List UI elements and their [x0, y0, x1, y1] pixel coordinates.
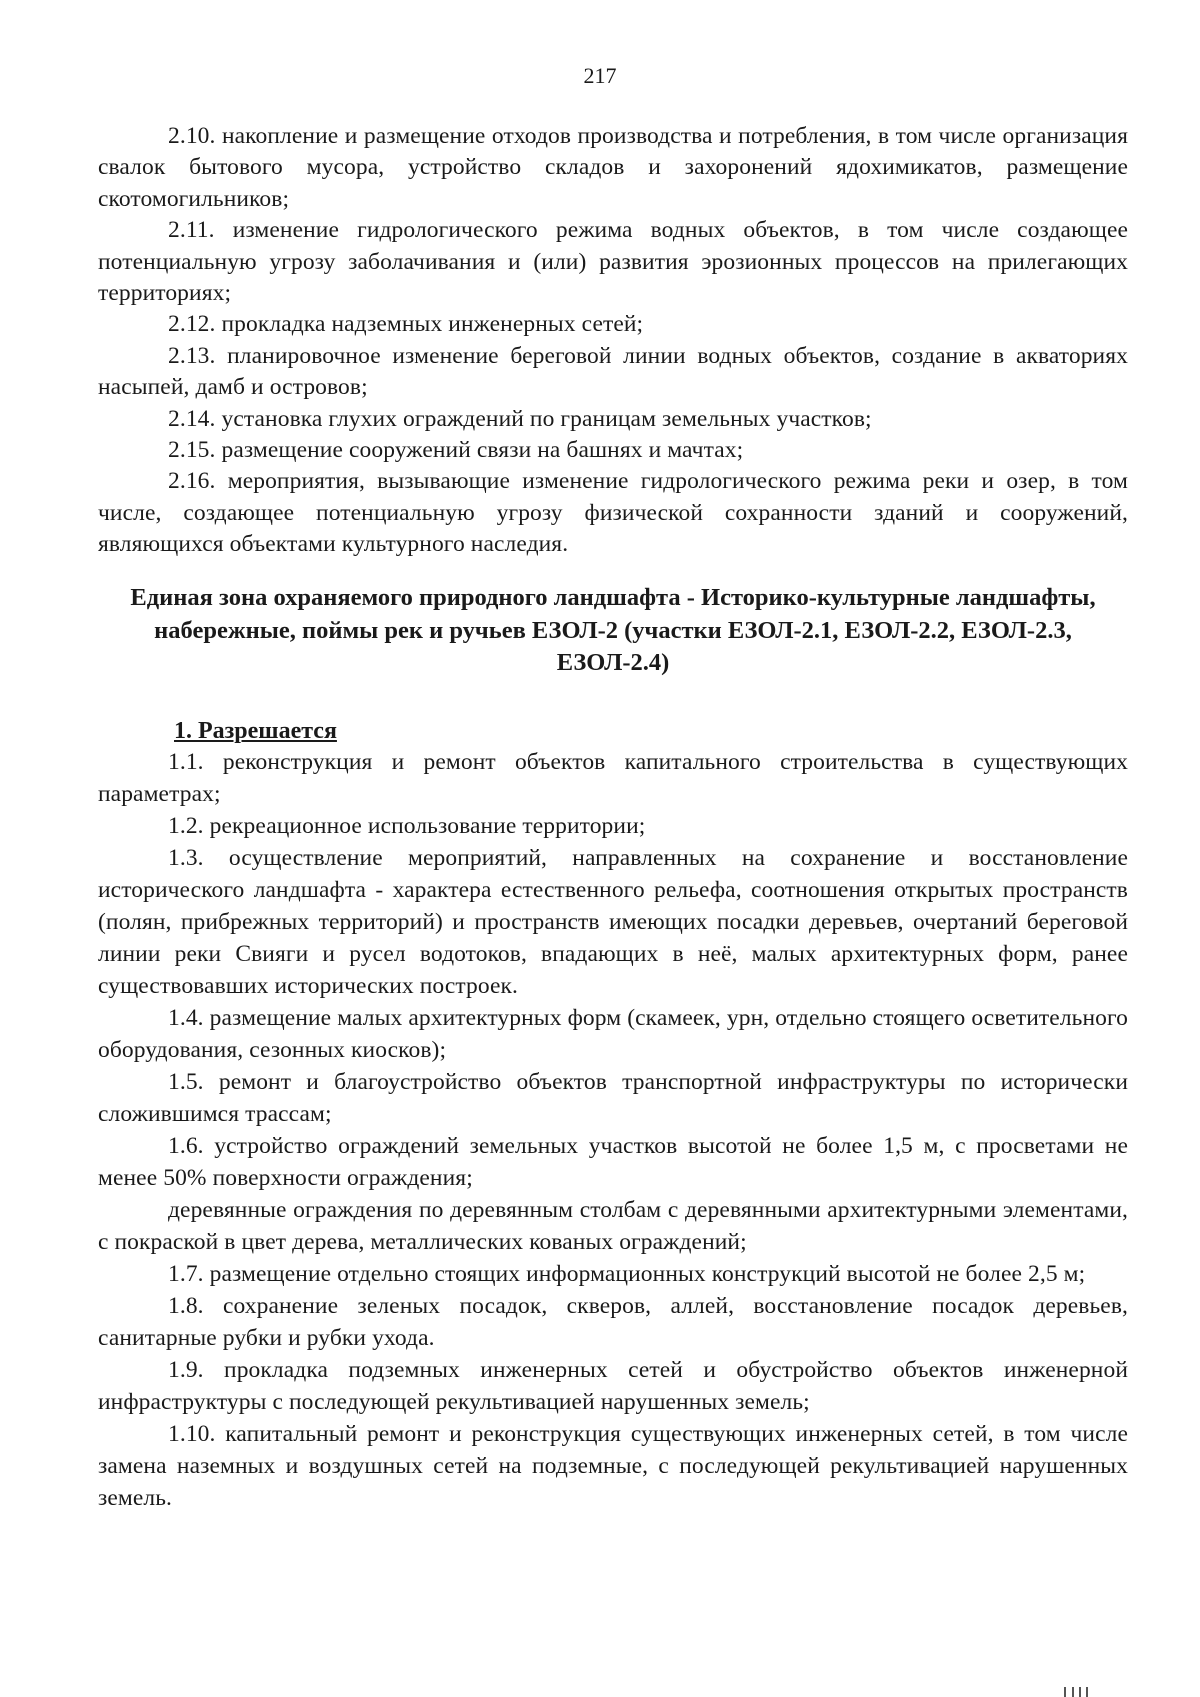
paragraph-2-14: 2.14. установка глухих ограждений по границам земельных участков; — [168, 405, 872, 432]
paragraph-2-16: 2.16. мероприятия, вызывающие изменение гидрологического режима реки и озер, в том числе, создающее потенциальную угрозу физической сохранности зданий и сооружений, являющихся объектами культурного наследия. — [98, 468, 1128, 558]
prohibitions-continued-section — [98, 121, 1128, 561]
zone-section — [98, 582, 1128, 1514]
paragraph-1-3: 1.3. осуществление мероприятий, направленных на сохранение и восстановление исторического ландшафта - характера естественного рельефа, соотношения открытых пространств (полян, прибрежных территорий) и пространств имеющих посадки деревьев, очертаний береговой линии реки Свияги и русел водотоков, впадающих в неё, малых архитектурных форм, ранее существовавших исторических построек. — [98, 844, 1128, 999]
paragraph-1-10: 1.10. капитальный ремонт и реконструкция существующих инженерных сетей, в том числе замена наземных и воздушных сетей на подземные, с последующей рекультивацией нарушенных земель. — [98, 1420, 1128, 1511]
allowed-subheading: 1. Разрешается — [174, 717, 337, 744]
paragraph-2-15: 2.15. размещение сооружений связи на башнях и мачтах; — [168, 437, 744, 464]
paragraph-2-12: 2.12. прокладка надземных инженерных сетей; — [168, 311, 644, 338]
paragraph-fences: деревянные ограждения по деревянным столбам с деревянными архитектурными элементами, с покраской в цвет дерева, металлических кованых ограждений; — [98, 1196, 1128, 1255]
paragraph-2-13: 2.13. планировочное изменение береговой линии водных объектов, создание в акваториях насыпей, дамб и островов; — [98, 342, 1128, 401]
paragraph-2-10: 2.10. накопление и размещение отходов производства и потребления, в том числе организация свалок бытового мусора, устройство складов и захоронений ядохимикатов, размещение скотомогильников; — [98, 123, 1128, 212]
scan-edge-marks — [1064, 1685, 1108, 1697]
page-number: 217 — [583, 63, 617, 88]
zone-heading: Единая зона охраняемого природного ландшафта - Историко-культурные ландшафты, набережные, поймы рек и ручьев ЕЗОЛ-2 (участки ЕЗОЛ-2.1, ЕЗОЛ-2.2, ЕЗОЛ-2.3, ЕЗОЛ-2.4) — [130, 584, 1096, 676]
paragraph-1-4: 1.4. размещение малых архитектурных форм (скамеек, урн, отдельно стоящего осветительного оборудования, сезонных киосков); — [98, 1004, 1128, 1063]
paragraph-1-6: 1.6. устройство ограждений земельных участков высотой не более 1,5 м, с просветами не менее 50% поверхности ограждения; — [98, 1132, 1128, 1191]
paragraph-1-7: 1.7. размещение отдельно стоящих информационных конструкций высотой не более 2,5 м; — [168, 1260, 1086, 1287]
paragraph-1-8: 1.8. сохранение зеленых посадок, скверов, аллей, восстановление посадок деревьев, санитарные рубки и рубки ухода. — [98, 1292, 1128, 1351]
paragraph-1-5: 1.5. ремонт и благоустройство объектов транспортной инфраструктуры по исторически сложившимся трассам; — [98, 1068, 1128, 1127]
paragraph-1-1: 1.1. реконструкция и ремонт объектов капитального строительства в существующих параметрах; — [98, 748, 1128, 807]
paragraph-1-9: 1.9. прокладка подземных инженерных сетей и обустройство объектов инженерной инфраструктуры с последующей рекультивацией нарушенных земель; — [98, 1356, 1128, 1415]
paragraph-2-11: 2.11. изменение гидрологического режима водных объектов, в том числе создающее потенциальную угрозу заболачивания и (или) развития эрозионных процессов на прилегающих территориях; — [98, 217, 1128, 307]
paragraph-1-2: 1.2. рекреационное использование территории; — [168, 812, 646, 839]
